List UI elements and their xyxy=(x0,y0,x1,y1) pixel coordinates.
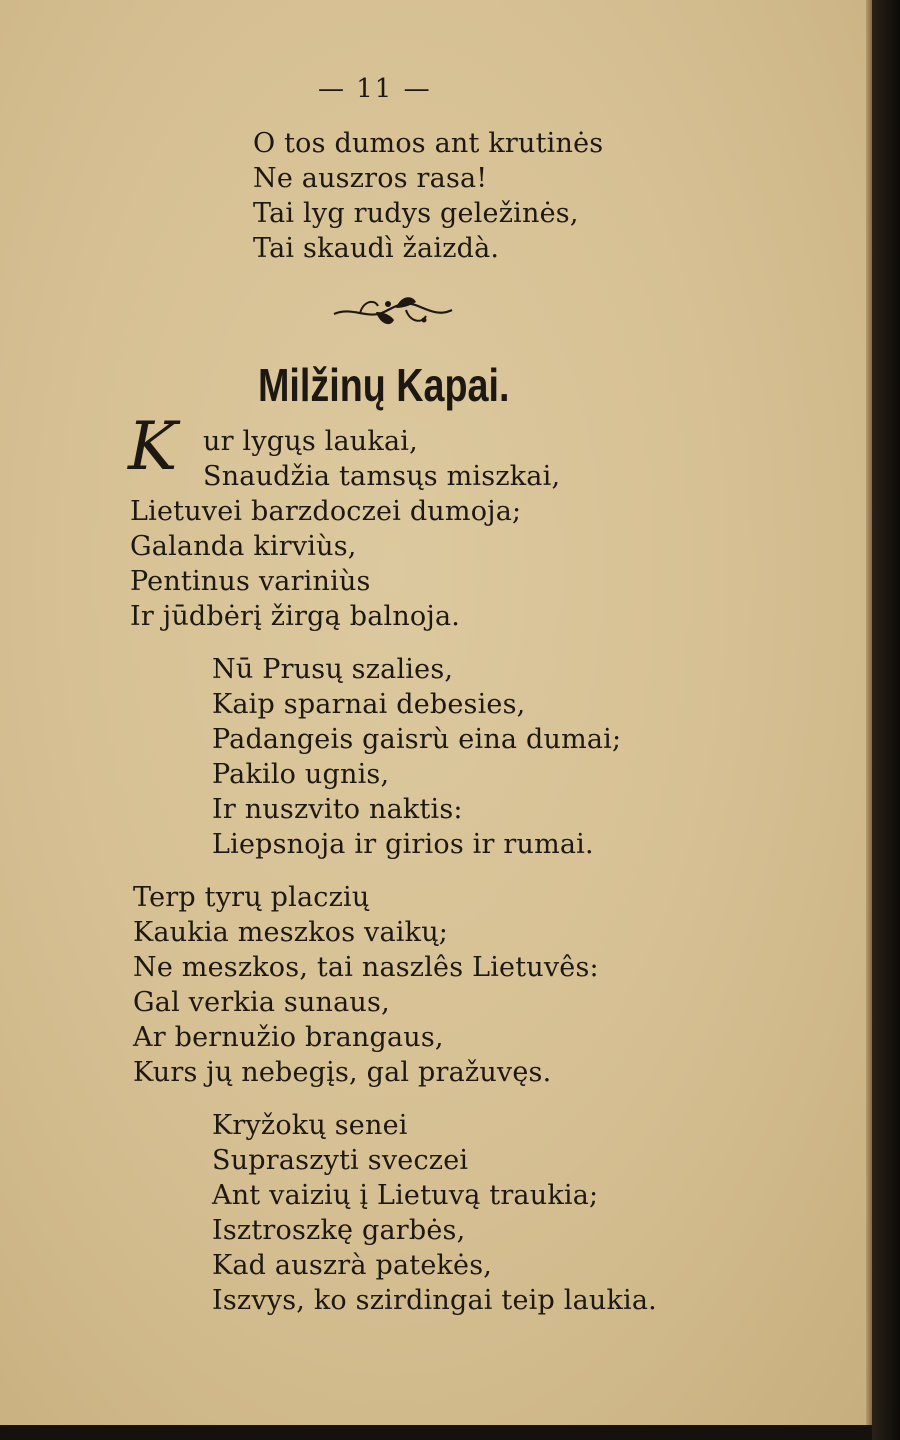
page-number: — 11 — xyxy=(318,74,432,104)
verse-line: Ne meszkos, tai naszlês Lietuvês: xyxy=(133,952,599,983)
book-spine xyxy=(872,0,900,1440)
verse-line: Isztroszkę garbės, xyxy=(212,1215,466,1246)
floral-ornament-icon xyxy=(330,290,456,332)
verse-line: ur lygųs laukai, xyxy=(203,426,418,457)
verse-line: Ir jūdbėrį žirgą balnoja. xyxy=(130,601,461,632)
poem-title: Milžinų Kapai. xyxy=(258,359,510,411)
verse-line: Pentinus variniùs xyxy=(130,566,371,597)
verse-line: Tai lyg rudys geležinės, xyxy=(253,198,579,229)
verse-line: Kryžokų senei xyxy=(212,1110,408,1141)
verse-line: Liepsnoja ir girios ir rumai. xyxy=(212,829,594,860)
verse-line: Supraszyti sveczei xyxy=(212,1145,469,1176)
verse-line: Iszvys, ko szirdingai teip laukia. xyxy=(212,1285,657,1316)
verse-line: Nū Prusų szalies, xyxy=(212,654,454,685)
verse-line: Ant vaizių į Lietuvą traukia; xyxy=(212,1180,599,1211)
verse-line: Padangeis gaisrù eina dumai; xyxy=(212,724,622,755)
verse-line: Kad auszrà patekės, xyxy=(212,1250,493,1281)
verse-line: Ar bernužio brangaus, xyxy=(133,1022,444,1053)
verse-line: O tos dumos ant krutinės xyxy=(253,128,604,159)
verse-line: Terp tyrų placzių xyxy=(133,882,370,913)
verse-line: Ne auszros rasa! xyxy=(253,163,488,194)
verse-line: Kurs jų nebegįs, gal pražuvęs. xyxy=(133,1057,552,1088)
verse-line: Tai skaudì žaizdà. xyxy=(253,233,500,264)
verse-line: Ir nuszvito naktis: xyxy=(212,794,463,825)
verse-line: Kaip sparnai debesies, xyxy=(212,689,526,720)
verse-line: Pakilo ugnis, xyxy=(212,759,390,790)
verse-line: Kaukia meszkos vaikų; xyxy=(133,917,449,948)
drop-cap-initial: K xyxy=(128,408,178,485)
verse-line: Snaudžia tamsųs miszkai, xyxy=(203,461,561,492)
verse-line: Galanda kirviùs, xyxy=(130,531,357,562)
verse-line: Gal verkia sunaus, xyxy=(133,987,390,1018)
verse-line: Lietuvei barzdoczei dumoja; xyxy=(130,496,522,527)
